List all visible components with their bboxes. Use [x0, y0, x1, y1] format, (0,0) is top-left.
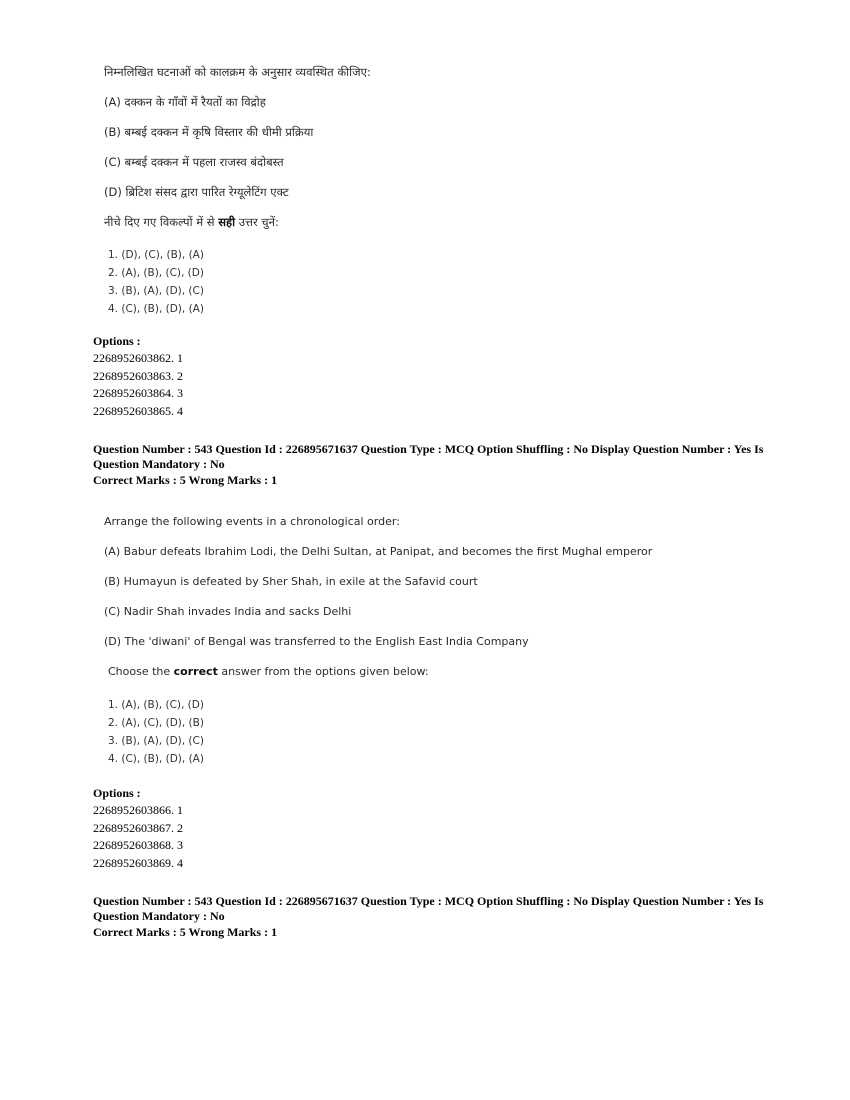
option-row: 2268952603862. 1	[93, 351, 183, 365]
option-row: 2268952603866. 1	[93, 803, 183, 817]
answer-choice: 4. (C), (B), (D), (A)	[108, 753, 204, 765]
question-english	[104, 512, 804, 768]
question-item: (B) Humayun is defeated by Sher Shah, in exile at the Safavid court	[104, 575, 478, 588]
answer-choice: 1. (D), (C), (B), (A)	[108, 249, 204, 261]
options-heading: Options :	[93, 786, 141, 800]
question-item: (C) बम्बई दक्कन में पहला राजस्व बंदोबस्त	[104, 155, 284, 169]
answer-choices	[104, 246, 804, 318]
question-hindi	[104, 62, 804, 318]
option-row: 2268952603863. 2	[93, 368, 183, 383]
answer-choice: 2. (A), (C), (D), (B)	[108, 717, 204, 729]
question-marks: Correct Marks : 5 Wrong Marks : 1	[93, 925, 278, 939]
answer-choice: 1. (A), (B), (C), (D)	[108, 699, 204, 711]
question-stem: Arrange the following events in a chronological order:	[104, 515, 400, 528]
question-meta	[93, 442, 773, 488]
options-heading: Options :	[93, 334, 141, 348]
answer-choices	[104, 696, 804, 768]
options-list	[93, 332, 393, 421]
question-marks: Correct Marks : 5 Wrong Marks : 1	[93, 473, 278, 487]
question-meta-info: Question Number : 543 Question Id : 226895671637 Question Type : MCQ Option Shuffling : No Display Question Number : Yes Is Question Mandatory : No	[93, 442, 764, 471]
question-item: (D) The 'diwani' of Bengal was transferred to the English East India Company	[104, 635, 529, 648]
answer-choice: 3. (B), (A), (D), (C)	[108, 285, 204, 297]
answer-choice: 4. (C), (B), (D), (A)	[108, 303, 204, 315]
question-instruction: नीचे दिए गए विकल्पों में से सही उत्तर चुनें:	[104, 215, 279, 229]
option-row: 2268952603869. 4	[93, 856, 183, 871]
question-stem: निम्नलिखित घटनाओं को कालक्रम के अनुसार व्यवस्थित कीजिए:	[104, 65, 371, 79]
option-row: 2268952603864. 3	[93, 386, 183, 401]
option-row: 2268952603868. 3	[93, 838, 183, 853]
question-item: (D) ब्रिटिश संसद द्वारा पारित रेग्यूलेटिंग एक्ट	[104, 185, 289, 199]
options-list	[93, 784, 393, 873]
answer-choice: 2. (A), (B), (C), (D)	[108, 267, 204, 279]
option-row: 2268952603867. 2	[93, 820, 183, 835]
question-instruction: Choose the correct answer from the options given below:	[108, 665, 429, 678]
option-row: 2268952603865. 4	[93, 404, 183, 419]
question-item: (B) बम्बई दक्कन में कृषि विस्तार की धीमी प्रक्रिया	[104, 125, 314, 139]
answer-choice: 3. (B), (A), (D), (C)	[108, 735, 204, 747]
question-meta-info: Question Number : 543 Question Id : 226895671637 Question Type : MCQ Option Shuffling : No Display Question Number : Yes Is Question Mandatory : No	[93, 894, 764, 923]
question-item: (A) Babur defeats Ibrahim Lodi, the Delhi Sultan, at Panipat, and becomes the first Mughal emperor	[104, 545, 653, 558]
question-meta	[93, 894, 773, 940]
question-item: (A) दक्कन के गाँवों में रैयतों का विद्रोह	[104, 95, 266, 109]
question-item: (C) Nadir Shah invades India and sacks Delhi	[104, 605, 352, 618]
